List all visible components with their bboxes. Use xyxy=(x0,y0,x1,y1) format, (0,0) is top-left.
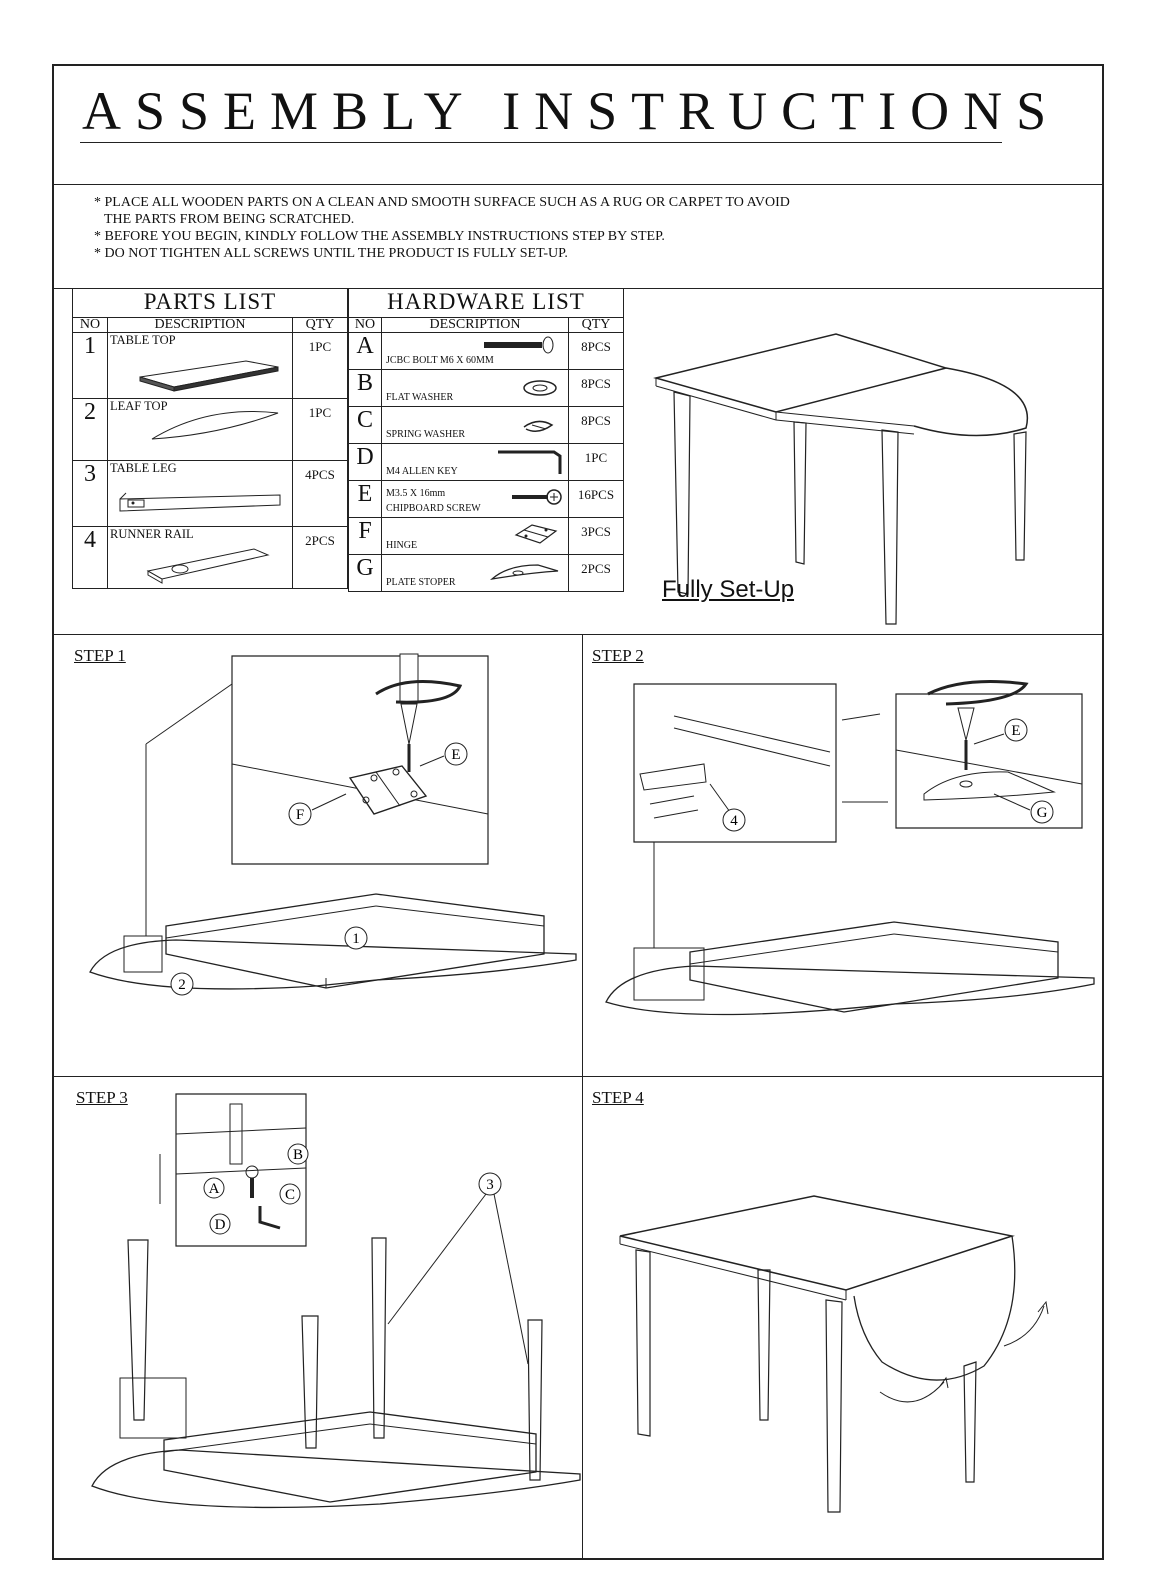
hw-description xyxy=(382,555,569,592)
hw-no: A xyxy=(349,333,382,370)
col-no: NO xyxy=(73,318,108,333)
hw-description xyxy=(382,333,569,370)
hw-no: F xyxy=(349,518,382,555)
table-row xyxy=(73,333,348,399)
hw-label: M4 ALLEN KEY xyxy=(386,466,458,477)
page-frame xyxy=(52,64,1104,1560)
note-2: * BEFORE YOU BEGIN, KINDLY FOLLOW THE ASSEMBLY INSTRUCTIONS STEP BY STEP. xyxy=(94,229,665,244)
hw-description xyxy=(382,518,569,555)
hardware-list-table xyxy=(348,288,624,592)
step-4-label: STEP 4 xyxy=(592,1088,644,1107)
callout-4: 4 xyxy=(730,813,738,829)
note-1-cont: THE PARTS FROM BEING SCRATCHED. xyxy=(104,212,355,227)
part-qty: 1PC xyxy=(293,333,348,399)
hw-label: PLATE STOPER xyxy=(386,577,456,588)
divider xyxy=(54,634,1102,635)
runner-rail-icon xyxy=(144,545,294,585)
table-leg-icon xyxy=(116,489,286,525)
table-row xyxy=(349,555,624,592)
callout-1: 1 xyxy=(352,931,360,947)
hw-no: G xyxy=(349,555,382,592)
hw-qty: 16PCS xyxy=(569,481,624,518)
callout-2: 2 xyxy=(178,977,186,993)
note-1: * PLACE ALL WOODEN PARTS ON A CLEAN AND SMOOTH SURFACE SUCH AS A RUG OR CARPET TO AVOID xyxy=(94,195,790,210)
part-description xyxy=(108,333,293,399)
hw-no: B xyxy=(349,370,382,407)
notes xyxy=(94,194,1084,262)
table-row xyxy=(349,407,624,444)
note-3: * DO NOT TIGHTEN ALL SCREWS UNTIL THE PRODUCT IS FULLY SET-UP. xyxy=(94,246,568,261)
part-label: LEAF TOP xyxy=(110,399,168,413)
table-row xyxy=(349,518,624,555)
plate-stopper-icon xyxy=(488,561,568,585)
callout-3: 3 xyxy=(486,1177,494,1193)
leaf-top-icon xyxy=(148,409,298,445)
table-row xyxy=(349,333,624,370)
hw-label: CHIPBOARD SCREW xyxy=(386,503,481,514)
hw-qty: 1PC xyxy=(569,444,624,481)
hw-label: FLAT WASHER xyxy=(386,392,454,403)
hardware-list-title: HARDWARE LIST xyxy=(349,289,624,318)
part-label: TABLE LEG xyxy=(110,461,177,475)
hinge-icon xyxy=(512,521,562,551)
col-description: DESCRIPTION xyxy=(382,318,569,333)
spring-washer-icon xyxy=(520,417,560,437)
callout-g: G xyxy=(1036,805,1048,821)
col-no: NO xyxy=(349,318,382,333)
part-no: 2 xyxy=(73,399,108,461)
step-2-label: STEP 2 xyxy=(592,646,644,665)
hw-label: SPRING WASHER xyxy=(386,429,465,440)
hw-no: D xyxy=(349,444,382,481)
title-underline xyxy=(80,142,1002,143)
part-label: RUNNER RAIL xyxy=(110,527,194,541)
step-2-illustration xyxy=(594,654,1094,1074)
table-top-icon xyxy=(134,355,284,395)
table-row xyxy=(73,399,348,461)
step-3-label: STEP 3 xyxy=(76,1088,128,1107)
callout-d: D xyxy=(214,1217,226,1233)
callout-a: A xyxy=(208,1181,220,1197)
step-1-illustration xyxy=(76,654,576,1074)
table-row xyxy=(349,370,624,407)
divider xyxy=(582,634,583,1560)
step-3-illustration xyxy=(80,1094,580,1554)
divider xyxy=(54,1076,1102,1077)
part-qty: 4PCS xyxy=(293,461,348,527)
part-label: TABLE TOP xyxy=(110,333,176,347)
allen-key-icon xyxy=(494,446,574,476)
hw-qty: 8PCS xyxy=(569,370,624,407)
part-description xyxy=(108,461,293,527)
part-qty: 1PC xyxy=(293,399,348,461)
hw-qty: 2PCS xyxy=(569,555,624,592)
step-1-label: STEP 1 xyxy=(74,646,126,665)
part-no: 3 xyxy=(73,461,108,527)
hw-qty: 8PCS xyxy=(569,407,624,444)
hw-qty: 3PCS xyxy=(569,518,624,555)
col-qty: QTY xyxy=(569,318,624,333)
callout-e: E xyxy=(1011,723,1021,739)
hw-label-line1: M3.5 X 16mm xyxy=(386,488,446,499)
table-row xyxy=(349,444,624,481)
hw-description xyxy=(382,481,569,518)
flat-washer-icon xyxy=(522,378,562,398)
callout-c: C xyxy=(284,1187,296,1203)
bolt-icon xyxy=(482,337,562,357)
part-description xyxy=(108,527,293,589)
parts-list-table xyxy=(72,288,348,589)
col-qty: QTY xyxy=(293,318,348,333)
part-description xyxy=(108,399,293,461)
hw-no: C xyxy=(349,407,382,444)
table-row xyxy=(349,481,624,518)
fully-set-up-illustration xyxy=(646,324,1046,604)
hw-description xyxy=(382,370,569,407)
callout-b: B xyxy=(292,1147,304,1163)
hw-no: E xyxy=(349,481,382,518)
callout-f: F xyxy=(295,807,305,823)
col-description: DESCRIPTION xyxy=(108,318,293,333)
divider xyxy=(54,184,1102,185)
parts-list-title: PARTS LIST xyxy=(73,289,348,318)
chipboard-screw-icon xyxy=(510,487,570,507)
page-title: ASSEMBLY INSTRUCTIONS xyxy=(82,81,1061,141)
hw-label: HINGE xyxy=(386,540,418,551)
hw-description xyxy=(382,407,569,444)
fully-set-up-caption: Fully Set-Up xyxy=(662,576,795,603)
callout-e: E xyxy=(451,747,461,763)
table-row xyxy=(73,461,348,527)
hw-description xyxy=(382,444,569,481)
step-4-illustration xyxy=(614,1166,1094,1526)
table-row xyxy=(73,527,348,589)
hw-label: JCBC BOLT M6 X 60MM xyxy=(386,355,494,366)
part-qty: 2PCS xyxy=(293,527,348,589)
hw-qty: 8PCS xyxy=(569,333,624,370)
part-no: 4 xyxy=(73,527,108,589)
part-no: 1 xyxy=(73,333,108,399)
